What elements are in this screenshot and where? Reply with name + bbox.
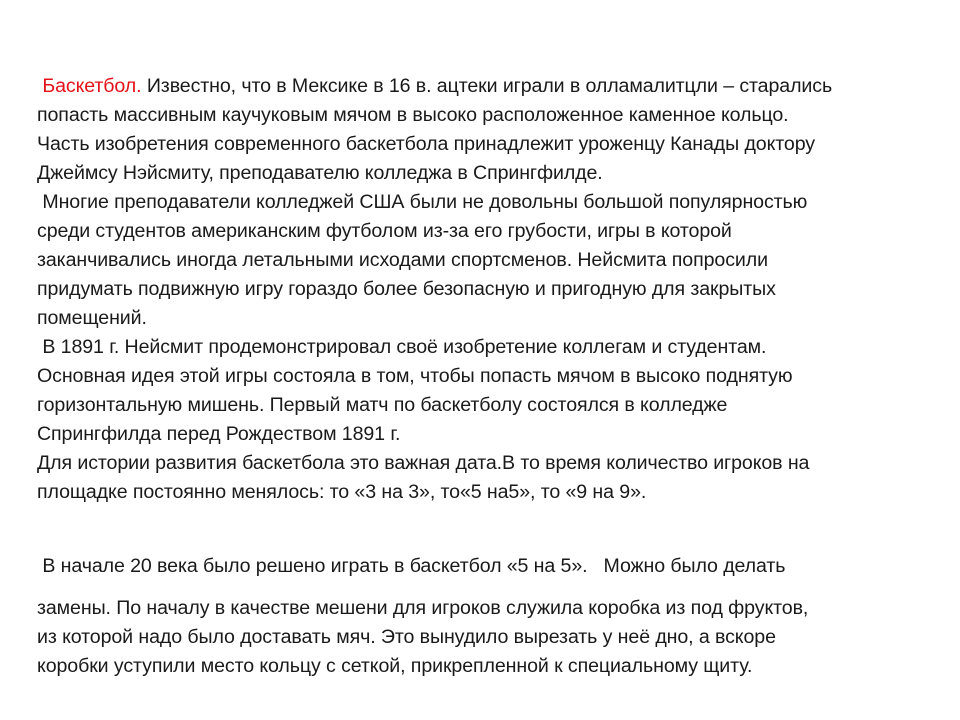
text-line-3: Часть изобретения современного баскетбола принадлежит уроженцу Канады доктору — [37, 133, 816, 155]
text-line-6: среди студентов американским футболом из-за его грубости, игры в которой — [37, 220, 732, 242]
text-line-2: попасть массивным каучуковым мячом в высоко расположенное каменное кольцо. — [37, 104, 789, 126]
text-line-18: из которой надо было доставать мяч. Это вынудило вырезать у неё дно, а вскоре — [37, 626, 776, 648]
text-line-16: В начале 20 века было решено играть в баскетбол «5 на 5». Можно было делать — [37, 555, 786, 577]
text-line-4: Джеймсу Нэйсмиту, преподавателю колледжа в Спрингфилде. — [37, 162, 603, 184]
text-line-9: помещений. — [37, 307, 147, 329]
text-line-1 — [37, 72, 832, 101]
heading-basketball: Баскетбол. — [37, 75, 142, 97]
text-line-19: коробки уступили место кольцу с сеткой, прикрепленной к специальному щиту. — [37, 655, 753, 677]
line-text: Известно, что в Мексике в 16 в. ацтеки играли в олламалитцли – старались — [141, 75, 833, 97]
text-line-13: Спрингфилда перед Рождеством 1891 г. — [37, 423, 401, 445]
text-line-14: Для истории развития баскетбола это важная дата.В то время количество игроков на — [37, 452, 810, 474]
text-line-12: горизонтальную мишень. Первый матч по баскетболу состоялся в колледже — [37, 394, 728, 416]
text-line-8: придумать подвижную игру гораздо более безопасную и пригодную для закрытых — [37, 278, 776, 300]
text-line-7: заканчивались иногда летальными исходами спортсменов. Нейсмита попросили — [37, 249, 768, 271]
text-line-17: замены. По началу в качестве мешени для игроков служила коробка из под фруктов, — [37, 597, 809, 619]
text-line-15: площадке постоянно менялось: то «3 на 3», то«5 на5», то «9 на 9». — [37, 481, 647, 503]
text-line-5: Многие преподаватели колледжей США были не довольны большой популярностью — [37, 191, 808, 213]
text-line-10: В 1891 г. Нейсмит продемонстрировал своё изобретение коллегам и студентам. — [37, 336, 767, 358]
text-line-11: Основная идея этой игры состояла в том, чтобы попасть мячом в высоко поднятую — [37, 365, 793, 387]
